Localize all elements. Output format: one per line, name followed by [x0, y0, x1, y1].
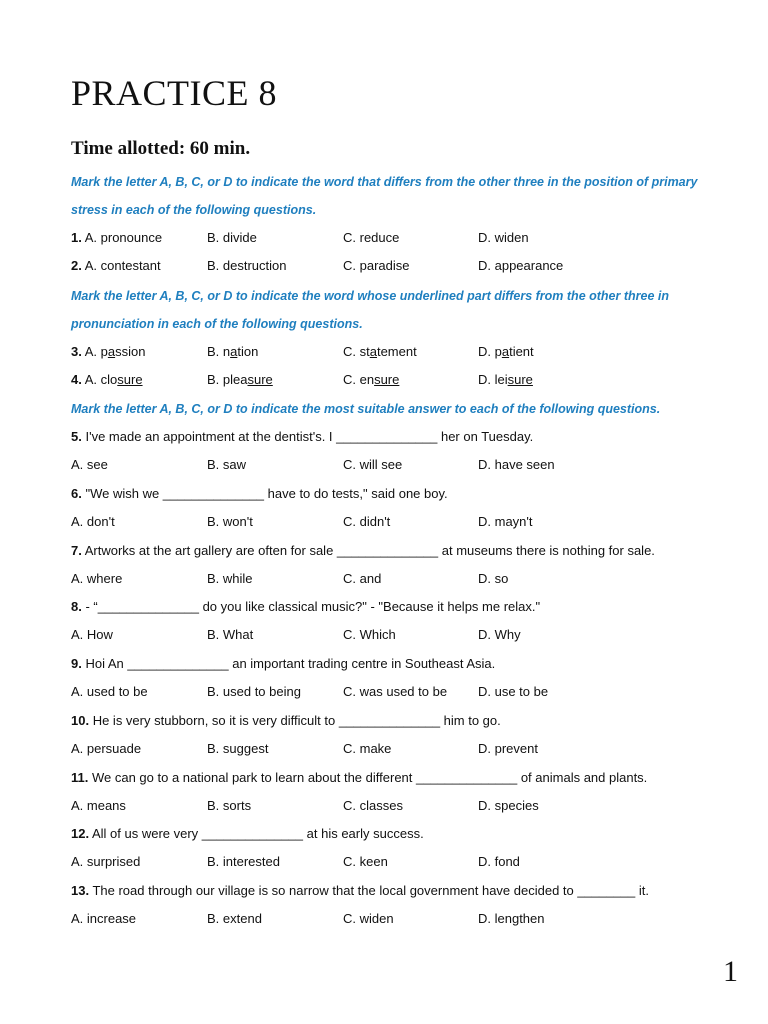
instruction-stress: Mark the letter A, B, C, or D to indicate the word that differs from the other three in the position of primary stress in each of the following questions.: [71, 175, 698, 217]
option-5c: C. will see: [343, 457, 403, 472]
options-13: [0, 911, 768, 929]
option-3c: C. statement: [343, 344, 417, 359]
option-2c: C. paradise: [343, 258, 410, 273]
option-2d: D. appearance: [478, 258, 564, 273]
options-12: [0, 854, 768, 872]
option-11d: D. species: [478, 798, 539, 813]
option-5d: D. have seen: [478, 457, 555, 472]
option-12a: A. surprised: [71, 854, 141, 869]
page-title: PRACTICE 8: [71, 73, 278, 113]
option-13d: D. lengthen: [478, 911, 545, 926]
option-7a: A. where: [71, 571, 123, 586]
option-11b: B. sorts: [207, 798, 252, 813]
question-12: 12. All of us were very ______________ at his early success.: [71, 826, 424, 841]
option-12d: D. fond: [478, 854, 520, 869]
options-11: [0, 798, 768, 816]
options-5: [0, 457, 768, 475]
option-3d: D. patient: [478, 344, 534, 359]
option-10c: C. make: [343, 741, 392, 756]
option-1c: C. reduce: [343, 230, 400, 245]
option-10d: D. prevent: [478, 741, 538, 756]
option-2b: B. destruction: [207, 258, 287, 273]
option-7d: D. so: [478, 571, 509, 586]
option-6c: C. didn't: [343, 514, 391, 529]
option-10a: A. persuade: [71, 741, 142, 756]
option-12b: B. interested: [207, 854, 280, 869]
option-9b: B. used to being: [207, 684, 301, 699]
option-8a: A. How: [71, 627, 113, 642]
option-8b: B. What: [207, 627, 254, 642]
option-3b: B. nation: [207, 344, 259, 359]
option-4b: B. pleasure: [207, 372, 273, 387]
question-row-3: [0, 344, 768, 362]
option-6a: A. don't: [71, 514, 115, 529]
page-number: 1: [723, 955, 738, 988]
option-4a: 4. A. closure: [71, 372, 143, 387]
option-8d: D. Why: [478, 627, 521, 642]
time-allotted: Time allotted: 60 min.: [71, 138, 251, 159]
option-1b: B. divide: [207, 230, 257, 245]
question-6: 6. "We wish we ______________ have to do tests," said one boy.: [71, 486, 448, 501]
options-7: [0, 571, 768, 589]
question-7: 7. Artworks at the art gallery are often for sale ______________ at museums there is nothing for sale.: [71, 543, 655, 558]
question-11: 11. We can go to a national park to learn about the different ______________ of animals and plants.: [71, 770, 648, 785]
options-8: [0, 627, 768, 645]
question-row-2: [0, 258, 768, 276]
question-row-4: [0, 372, 768, 390]
option-5b: B. saw: [207, 457, 247, 472]
instruction-pronunciation: Mark the letter A, B, C, or D to indicate the word whose underlined part differs from the other three in pronunciation in each of the following questions.: [71, 289, 669, 331]
question-5: 5. I've made an appointment at the dentist's. I ______________ her on Tuesday.: [71, 429, 534, 444]
question-8: 8. - “______________ do you like classical music?" - "Because it helps me relax.": [71, 599, 541, 614]
option-9d: D. use to be: [478, 684, 549, 699]
option-11a: A. means: [71, 798, 126, 813]
option-13b: B. extend: [207, 911, 262, 926]
options-9: [0, 684, 768, 702]
option-3a: 3. A. passion: [71, 344, 146, 359]
options-10: [0, 741, 768, 759]
option-7c: C. and: [343, 571, 382, 586]
option-13a: A. increase: [71, 911, 137, 926]
option-8c: C. Which: [343, 627, 396, 642]
option-4c: C. ensure: [343, 372, 400, 387]
option-7b: B. while: [207, 571, 253, 586]
option-1a: 1. A. pronounce: [71, 230, 163, 245]
option-2a: 2. A. contestant: [71, 258, 161, 273]
option-10b: B. suggest: [207, 741, 269, 756]
question-9: 9. Hoi An ______________ an important trading centre in Southeast Asia.: [71, 656, 496, 671]
question-13: 13. The road through our village is so narrow that the local government have decided to ________ it.: [71, 883, 649, 898]
option-13c: C. widen: [343, 911, 394, 926]
option-5a: A. see: [71, 457, 108, 472]
instruction-suitable: Mark the letter A, B, C, or D to indicate the most suitable answer to each of the following questions.: [71, 402, 661, 416]
option-4d: D. leisure: [478, 372, 533, 387]
option-12c: C. keen: [343, 854, 388, 869]
question-10: 10. He is very stubborn, so it is very difficult to ______________ him to go.: [71, 713, 501, 728]
option-6b: B. won't: [207, 514, 253, 529]
option-1d: D. widen: [478, 230, 529, 245]
option-11c: C. classes: [343, 798, 403, 813]
options-6: [0, 514, 768, 532]
option-9c: C. was used to be: [343, 684, 448, 699]
option-6d: D. mayn't: [478, 514, 533, 529]
option-9a: A. used to be: [71, 684, 148, 699]
question-row-1: [0, 230, 768, 248]
